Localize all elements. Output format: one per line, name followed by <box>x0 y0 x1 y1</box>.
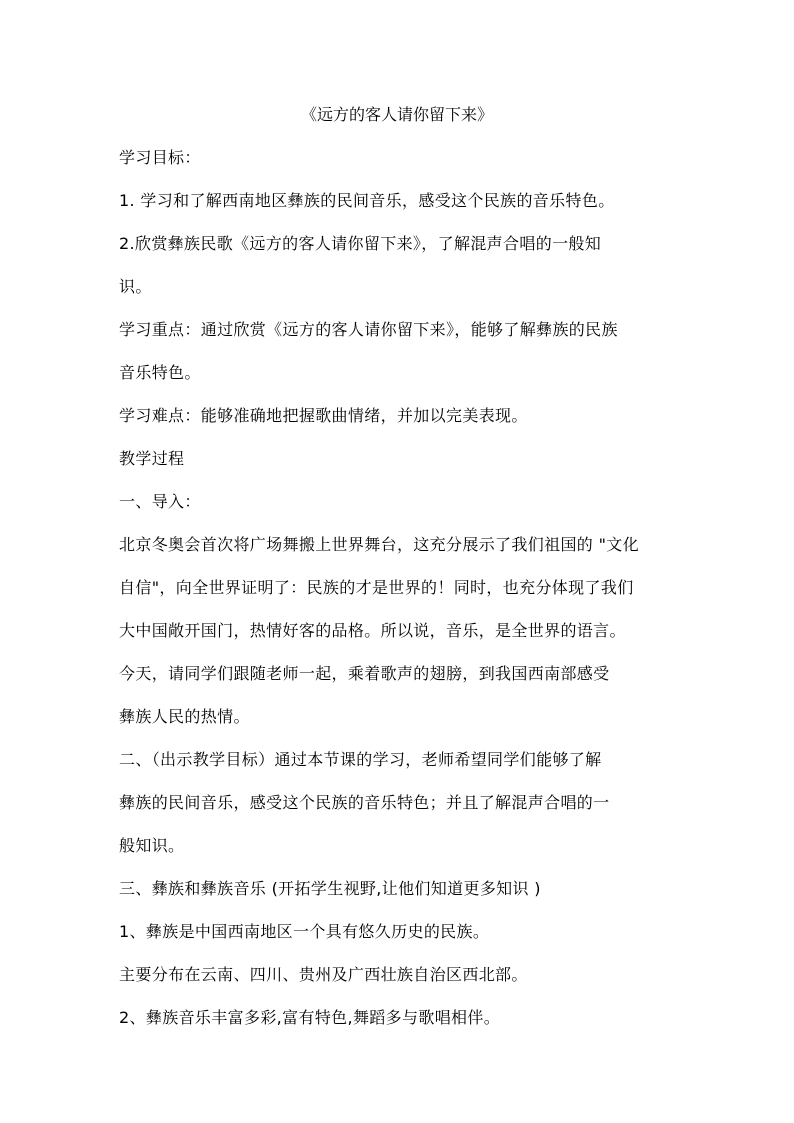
learning-difficulty: 学习难点：能够准确地把握歌曲情绪，并加以完美表现。 <box>119 406 528 425</box>
paragraph-line: 自信"，向全世界证明了：民族的才是世界的！同时，也充分体现了我们 <box>119 578 634 597</box>
goal-item-1: 1. 学习和了解西南地区彝族的民间音乐，感受这个民族的音乐特色。 <box>119 191 615 210</box>
section-heading-learning-goals: 学习目标： <box>119 148 201 167</box>
paragraph-line: 大中国敞开国门，热情好客的品格。所以说，音乐，是全世界的语言。 <box>119 621 626 640</box>
paragraph-line: 今天，请同学们跟随老师一起，乘着歌声的翅膀，到我国西南部感受 <box>119 664 610 683</box>
list-item: 1、彝族是中国西南地区一个具有悠久历史的民族。 <box>119 922 490 941</box>
paragraph-line: 主要分布在云南、四川、贵州及广西壮族自治区西北部。 <box>119 965 528 984</box>
paragraph-line: 般知识。 <box>119 836 185 855</box>
paragraph-line: 彝族的民间音乐，感受这个民族的音乐特色；并且了解混声合唱的一 <box>119 793 610 812</box>
step-heading-yi-music: 三、彝族和彝族音乐 (开拓学生视野,让他们知道更多知识 ) <box>119 879 541 898</box>
paragraph-line: 北京冬奥会首次将广场舞搬上世界舞台，这充分展示了我们祖国的 "文化 <box>119 535 639 554</box>
list-item: 2、彝族音乐丰富多彩,富有特色,舞蹈多与歌唱相伴。 <box>119 1008 501 1027</box>
learning-focus: 学习重点：通过欣赏《远方的客人请你留下来》，能够了解彝族的民族 <box>119 320 618 339</box>
learning-focus-continued: 音乐特色。 <box>119 363 201 382</box>
paragraph-line: 彝族人民的热情。 <box>119 707 250 726</box>
document-body <box>119 104 679 1050</box>
goal-item-2: 2.欣赏彝族民歌《远方的客人请你留下来》，了解混声合唱的一般知 <box>119 234 602 253</box>
goal-item-2-continued: 识。 <box>119 277 152 296</box>
document-title: 《远方的客人请你留下来》 <box>300 105 493 124</box>
step-teaching-goals: 二、（出示教学目标）通过本节课的学习，老师希望同学们能够了解 <box>119 750 602 769</box>
section-heading-teaching-process: 教学过程 <box>119 449 185 468</box>
step-heading-introduction: 一、导入： <box>119 492 201 511</box>
